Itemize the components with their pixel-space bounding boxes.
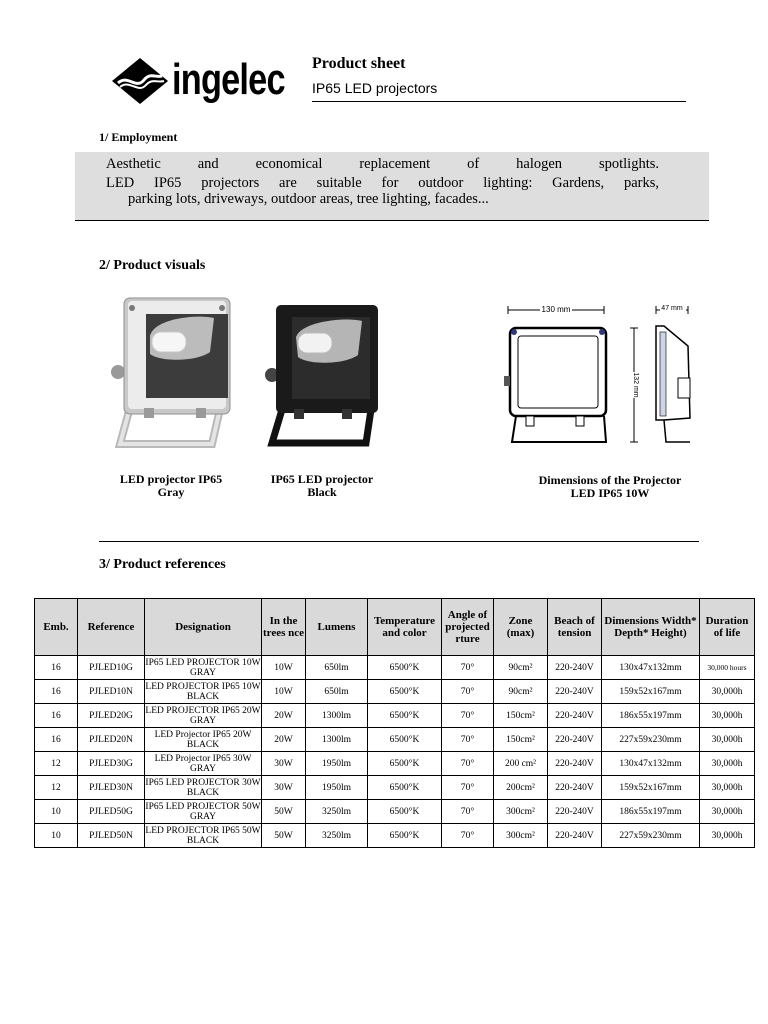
caption-line: Black: [307, 485, 337, 499]
table-cell: 90cm²: [494, 656, 548, 680]
table-cell: 130x47x132mm: [602, 752, 700, 776]
table-cell: PJLED50G: [78, 800, 145, 824]
table-cell: 200 cm²: [494, 752, 548, 776]
table-cell: 220-240V: [548, 704, 602, 728]
table-cell: 1300lm: [306, 728, 368, 752]
caption-line: IP65 LED projector: [270, 472, 374, 486]
header-divider: [312, 101, 686, 102]
table-row: [35, 776, 755, 800]
table-cell: 220-240V: [548, 800, 602, 824]
table-cell: 1300lm: [306, 704, 368, 728]
table-cell: 30,000h: [700, 824, 755, 848]
table-cell: PJLED20G: [78, 704, 145, 728]
table-cell: 3250lm: [306, 824, 368, 848]
column-header: Temperature and color: [368, 599, 442, 656]
height-dimension-label: 132 mm: [632, 372, 639, 398]
table-cell: 16: [35, 656, 78, 680]
depth-dimension-label: 47 mm: [661, 305, 683, 312]
caption-line: Dimensions of the Projector: [538, 473, 682, 487]
table-cell: 70°: [442, 824, 494, 848]
table-cell: LED PROJECTOR IP65 50W BLACK: [145, 825, 261, 846]
section-divider: [99, 541, 699, 542]
page-title: Product sheet: [312, 55, 406, 72]
table-cell: 12: [35, 752, 78, 776]
section-employment-heading: 1/ Employment: [99, 130, 178, 144]
table-cell: 220-240V: [548, 776, 602, 800]
table-cell: 220-240V: [548, 656, 602, 680]
table-cell: 227x59x230mm: [602, 728, 700, 752]
table-cell: 186x55x197mm: [602, 800, 700, 824]
table-row: [35, 752, 755, 776]
table-cell: 200cm²: [494, 776, 548, 800]
product-references-table: [34, 598, 755, 848]
table-cell: PJLED30N: [78, 776, 145, 800]
table-cell: 10W: [262, 656, 306, 680]
table-cell: PJLED20N: [78, 728, 145, 752]
employment-line: Aesthetic and economical replacement of halogen spotlights.: [106, 156, 659, 172]
table-cell: IP65 LED PROJECTOR 30W BLACK: [145, 777, 261, 798]
gray-projector-image: [104, 296, 234, 450]
ingelec-logo: [110, 56, 295, 106]
employment-box: [75, 152, 709, 221]
table-cell: 150cm²: [494, 704, 548, 728]
table-cell: LED Projector IP65 20W BLACK: [145, 728, 262, 752]
table-cell: 70°: [442, 728, 494, 752]
table-cell: 220-240V: [548, 824, 602, 848]
table-cell: 300cm²: [494, 800, 548, 824]
table-cell: 220-240V: [548, 680, 602, 704]
column-header: Designation: [145, 599, 262, 656]
table-cell: 70°: [442, 656, 494, 680]
table-cell: 20W: [262, 704, 306, 728]
table-cell: 50W: [262, 824, 306, 848]
table-cell: PJLED50N: [78, 824, 145, 848]
column-header: Reference: [78, 599, 145, 656]
table-cell: 220-240V: [548, 752, 602, 776]
black-projector-caption: [262, 473, 382, 499]
black-projector-image: [262, 303, 380, 448]
table-cell: 90cm²: [494, 680, 548, 704]
table-cell: 6500°K: [368, 800, 442, 824]
width-dimension-label: 130 mm: [541, 305, 571, 314]
column-header: Dimensions Width* Depth* Height): [602, 599, 700, 656]
column-header: Beach of tension: [548, 599, 602, 656]
table-cell: 186x55x197mm: [602, 704, 700, 728]
table-cell: 6500°K: [368, 728, 442, 752]
table-cell: 6500°K: [368, 704, 442, 728]
table-cell: IP65 LED PROJECTOR 10W GRAY: [145, 657, 261, 678]
table-cell: IP65 LED PROJECTOR 50W GRAY: [145, 801, 261, 822]
logo-wordmark: ingelec: [172, 55, 285, 104]
table-cell: 70°: [442, 776, 494, 800]
table-cell: 30,000h: [700, 728, 755, 752]
dimensions-caption: [520, 474, 700, 500]
table-cell: 227x59x230mm: [602, 824, 700, 848]
table-cell: 6500°K: [368, 824, 442, 848]
table-cell: 30W: [262, 752, 306, 776]
table-cell: 30W: [262, 776, 306, 800]
table-cell: 70°: [442, 752, 494, 776]
table-cell: 150cm²: [494, 728, 548, 752]
table-cell: 20W: [262, 728, 306, 752]
caption-line: LED projector IP65: [119, 472, 223, 486]
table-cell: 50W: [262, 800, 306, 824]
table-cell: 30,000h: [700, 704, 755, 728]
employment-line: parking lots, driveways, outdoor areas, tree lighting, facades...: [128, 191, 489, 207]
caption-line: Gray: [157, 485, 185, 499]
table-cell: 16: [35, 704, 78, 728]
table-cell: 70°: [442, 704, 494, 728]
table-cell: 6500°K: [368, 776, 442, 800]
table-cell: PJLED10N: [78, 680, 145, 704]
employment-line: LED IP65 projectors are suitable for outdoor lighting: Gardens, parks,: [106, 175, 659, 191]
table-cell: 1950lm: [306, 776, 368, 800]
column-header: Zone (max): [494, 599, 548, 656]
logo-diamond-icon: [110, 56, 170, 106]
table-cell: 159x52x167mm: [602, 680, 700, 704]
table-row: [35, 656, 755, 680]
table-cell: 30,000h: [700, 800, 755, 824]
table-cell: 10: [35, 824, 78, 848]
dimension-drawing: [500, 298, 700, 450]
table-cell: 30,000h: [700, 752, 755, 776]
column-header: Duration of life: [700, 599, 755, 656]
table-row: [35, 704, 755, 728]
table-cell: 12: [35, 776, 78, 800]
table-row: [35, 824, 755, 848]
table-cell: 10: [35, 800, 78, 824]
column-header: Lumens: [306, 599, 368, 656]
table-cell: 30,000 hours: [700, 656, 755, 680]
table-cell: 30,000h: [700, 776, 755, 800]
table-cell: 130x47x132mm: [602, 656, 700, 680]
caption-line: LED IP65 10W: [570, 486, 650, 500]
table-cell: 6500°K: [368, 656, 442, 680]
table-cell: PJLED10G: [78, 656, 145, 680]
table-cell: 16: [35, 728, 78, 752]
table-cell: 30,000h: [700, 680, 755, 704]
table-cell: 6500°K: [368, 680, 442, 704]
table-cell: 1950lm: [306, 752, 368, 776]
table-cell: 300cm²: [494, 824, 548, 848]
table-cell: LED PROJECTOR IP65 20W GRAY: [145, 705, 261, 726]
page-subtitle: IP65 LED projectors: [312, 80, 438, 96]
table-cell: 159x52x167mm: [602, 776, 700, 800]
table-row: [35, 728, 755, 752]
table-row: [35, 800, 755, 824]
table-header-row: [35, 599, 755, 656]
table-cell: 3250lm: [306, 800, 368, 824]
gray-projector-caption: [110, 473, 232, 499]
table-cell: 70°: [442, 680, 494, 704]
column-header: Emb.: [35, 599, 78, 656]
table-cell: 220-240V: [548, 728, 602, 752]
column-header: In the trees nce: [262, 599, 306, 656]
table-row: [35, 680, 755, 704]
table-cell: 70°: [442, 800, 494, 824]
table-cell: LED Projector IP65 30W GRAY: [145, 752, 262, 776]
table-cell: 650lm: [306, 656, 368, 680]
table-cell: 16: [35, 680, 78, 704]
table-cell: LED PROJECTOR IP65 10W BLACK: [145, 681, 261, 702]
table-cell: PJLED30G: [78, 752, 145, 776]
table-cell: 6500°K: [368, 752, 442, 776]
column-header: Angle of projected rture: [442, 599, 494, 656]
section-visuals-heading: 2/ Product visuals: [99, 258, 206, 273]
section-references-heading: 3/ Product references: [99, 557, 226, 572]
table-cell: 650lm: [306, 680, 368, 704]
table-cell: 10W: [262, 680, 306, 704]
